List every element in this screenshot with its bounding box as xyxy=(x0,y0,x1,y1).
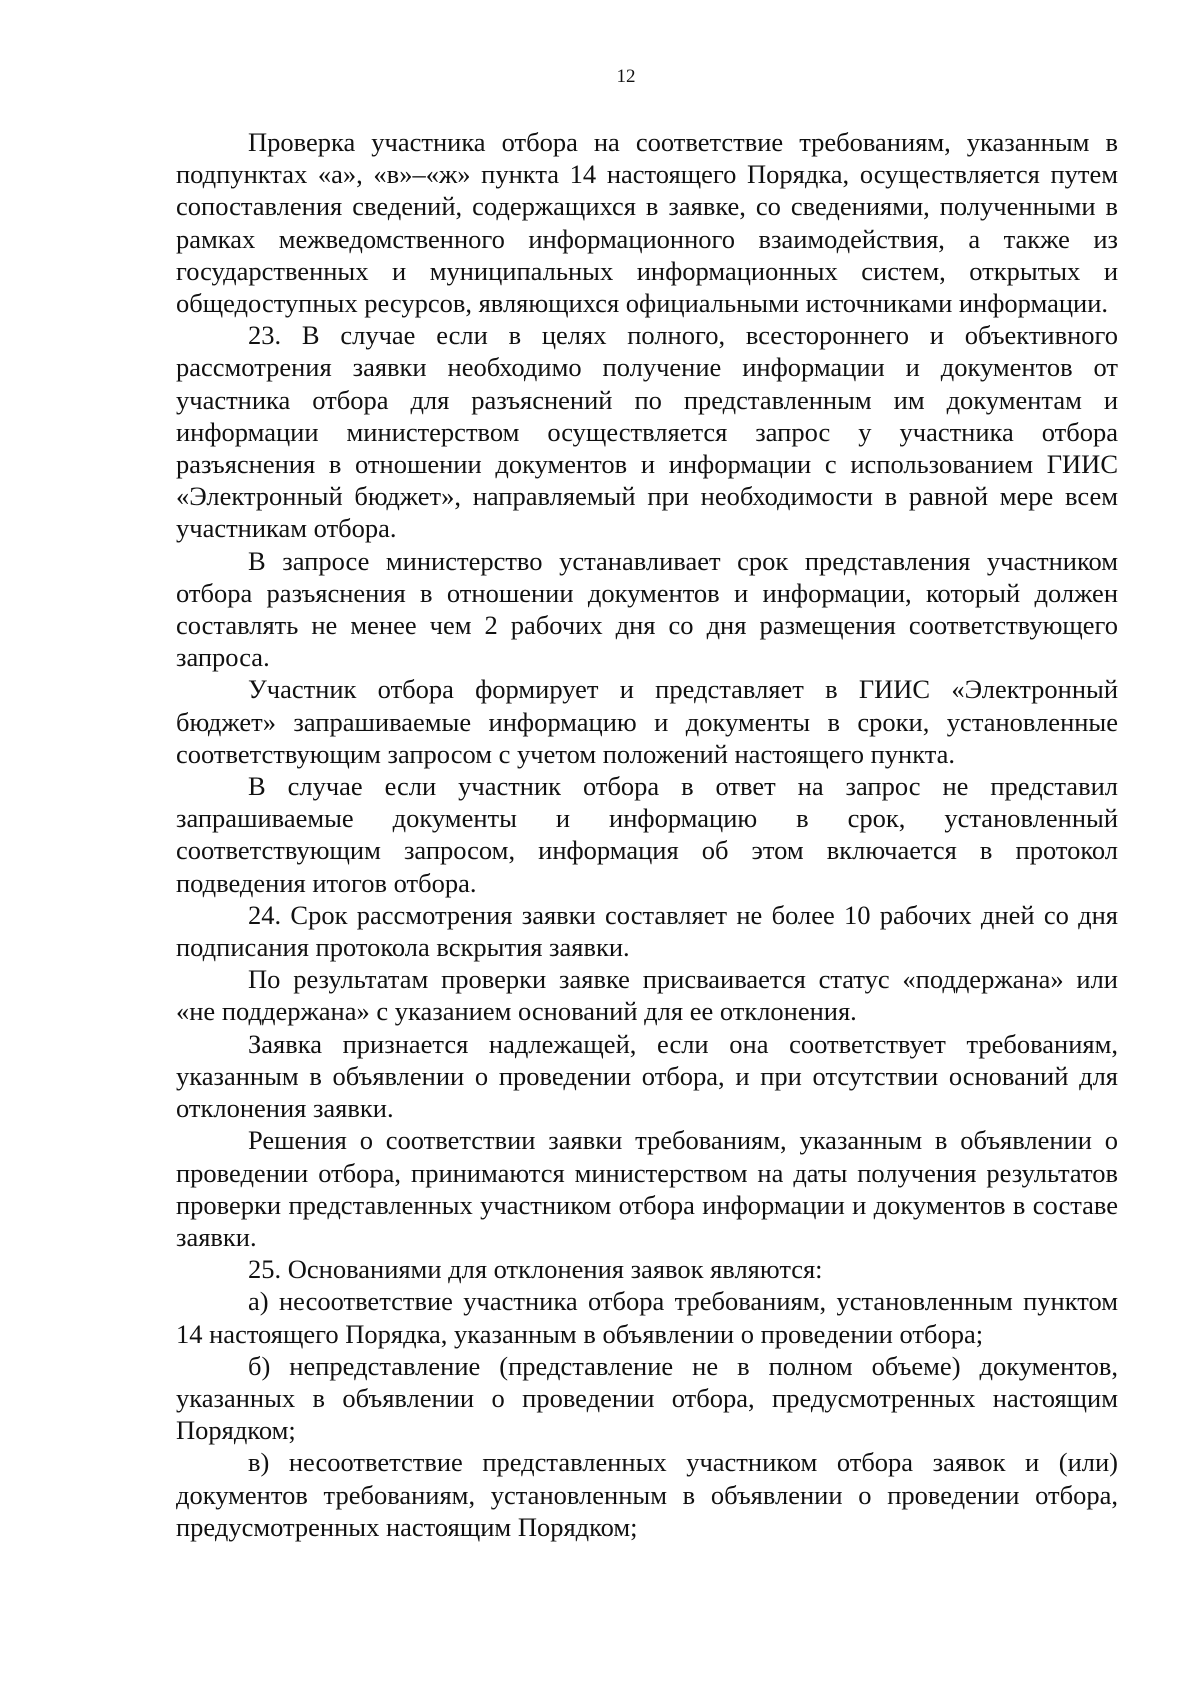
paragraph-23: 23. В случае если в целях полного, всестороннего и объективного рассмотрения заявки необходимо получение информации и документов от участника отбора для разъяснений по представленным им документам и информации министерством осуществляется запрос у участника отбора разъяснения в отношении документов и информации с использованием ГИИС «Электронный бюджет», направляемый при необходимости в равной мере всем участникам отбора. xyxy=(176,320,1118,544)
paragraph-25: 25. Основаниями для отклонения заявок являются: xyxy=(248,1254,823,1285)
document-body xyxy=(176,126,1118,1543)
paragraph-no-response: В случае если участник отбора в ответ на запрос не представил запрашиваемые документы и информацию в срок, установленный соответствующим запросом, информация об этом включается в протокол подведения итогов отбора. xyxy=(176,771,1118,898)
list-item-a: а) несоответствие участника отбора требованиям, установленным пунктом 14 настоящего Порядка, указанным в объявлении о проведении отбора; xyxy=(176,1286,1118,1349)
paragraph-status: По результатам проверки заявке присваивается статус «поддержана» или «не поддержана» с указанием оснований для ее отклонения. xyxy=(176,964,1118,1027)
list-item-b: б) непредставление (представление не в полном объеме) документов, указанных в объявлении о проведении отбора, предусмотренных настоящим Порядком; xyxy=(176,1350,1118,1446)
paragraph-participant-submits: Участник отбора формирует и представляет в ГИИС «Электронный бюджет» запрашиваемые информацию и документы в сроки, установленные соответствующим запросом с учетом положений настоящего пункта. xyxy=(176,674,1118,769)
paragraph-request-deadline: В запросе министерство устанавливает срок представления участником отбора разъяснения в отношении документов и информации, который должен составлять не менее чем 2 рабочих дня со дня размещения соответствующего запроса. xyxy=(176,545,1118,673)
list-item-v: в) несоответствие представленных участником отбора заявок и (или) документов требованиям, установленным в объявлении о проведении отбора, предусмотренных настоящим Порядком; xyxy=(176,1447,1118,1542)
paragraph-verification: Проверка участника отбора на соответствие требованиям, указанным в подпунктах «а», «в»–«ж» пункта 14 настоящего Порядка, осуществляется путем сопоставления сведений, содержащихся в заявке, со сведениями, полученными в рамках межведомственного информационного взаимодействия, а также из государственных и муниципальных информационных систем, открытых и общедоступных ресурсов, являющихся официальными источниками информации. xyxy=(176,127,1118,319)
paragraph-proper-application: Заявка признается надлежащей, если она соответствует требованиям, указанным в объявлении о проведении отбора, и при отсутствии оснований для отклонения заявки. xyxy=(176,1028,1118,1124)
paragraph-decisions: Решения о соответствии заявки требованиям, указанным в объявлении о проведении отбора, принимаются министерством на даты получения результатов проверки представленных участником отбора информации и документов в составе заявки. xyxy=(176,1125,1118,1252)
paragraph-24: 24. Срок рассмотрения заявки составляет не более 10 рабочих дней со дня подписания протокола вскрытия заявки. xyxy=(176,899,1118,963)
page-number: 12 xyxy=(616,66,636,87)
